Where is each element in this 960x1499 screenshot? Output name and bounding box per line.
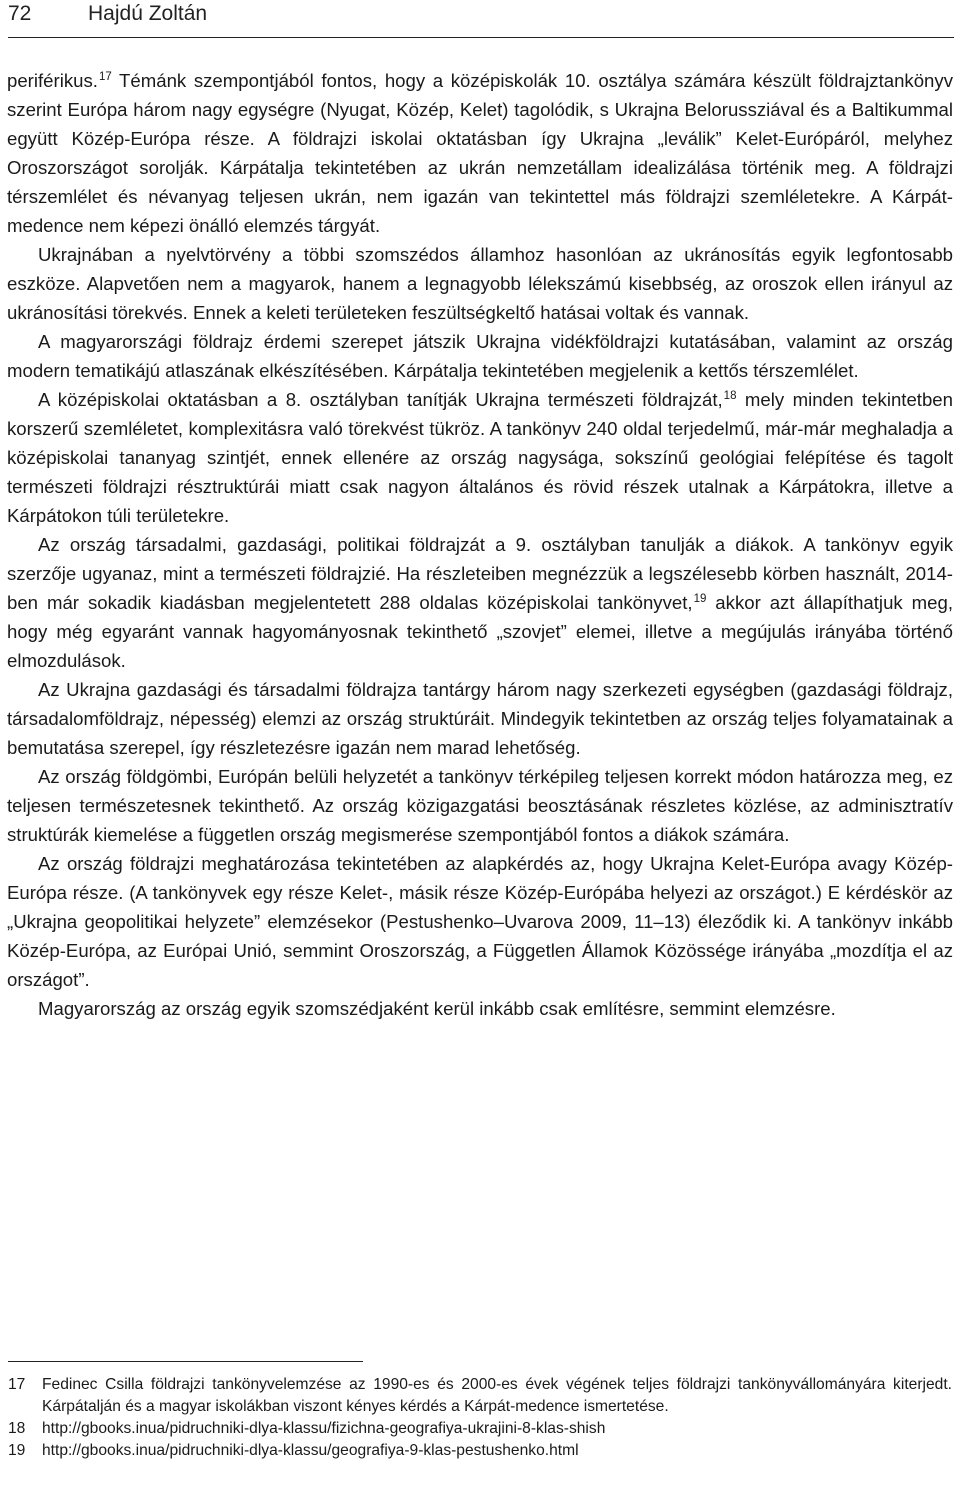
paragraph: Az ország földrajzi meghatározása tekintetében az alapkérdés az, hogy Ukrajna Kelet-Európa avagy Közép-Európa része. (A tankönyvek egy része Kelet-, másik része Közép-Európába helyezi az országot.) E kérdéskör az „Ukrajna geopolitikai helyzete” elemzésekor (Pestushenko–Uvarova 2009, 11–13) éleződik ki. A tankönyv inkább Közép-Európa, az Európai Unió, semmint Oroszország, a Független Államok Közössége irányába „mozdítja el az országot”. <box>7 853 953 990</box>
footnote-ref: 19 <box>693 593 707 605</box>
paragraph <box>7 530 953 675</box>
footnote <box>8 1418 952 1440</box>
footnote-text: Fedinec Csilla földrajzi tankönyvelemzése az 1990-es és 2000-es évek végének teljes földrajzi tankönyvállományára kiterjedt. Kárpátalján és a magyar iskolákban viszont kényes kérdés a Kárpát-medence ismertetése. <box>42 1376 952 1415</box>
running-head <box>8 0 207 28</box>
footnote-link[interactable]: http://gbooks.inua/pidruchniki-dlya-klassu/fizichna-geografiya-ukrajini-8-klas-shish <box>42 1420 606 1437</box>
footnote-number: 17 <box>8 1376 26 1393</box>
text-run: Témánk szempontjából fontos, hogy a középiskolák 10. osztálya számára készült földrajztankönyv szerint Európa három nagy egységre (Nyugat, Közép, Kelet) tagolódik, s Ukrajna Belorussziával és a Baltikummal együtt Közép-Európa része. A földrajzi iskolai oktatásban így Ukrajna „leválik” Kelet-Európáról, melyhez Oroszországot sorolják. Kárpátalja tekintetében az ukrán nemzetállam idealizálása történik meg. A földrajzi térszemlélet és névanyag teljesen ukrán, nem igazán van tekintettel más földrajzi szemléletekre. A Kárpát-medence nem képezi önálló elemzés tárgyát. <box>7 70 953 236</box>
footnote-rule <box>8 1361 363 1362</box>
body-text <box>7 66 953 1023</box>
text-run: periférikus. <box>7 70 98 91</box>
text-run: Az ország társadalmi, gazdasági, politikai földrajzát a 9. osztályban tanulják a diákok. A tankönyv egyik szerzője ugyanaz, mint a természeti földrajzié. Ha részleteiben megnézzük a legszélesebb körben használt, 2014-ben már sokadik kiadásban megjelentetett 288 oldalas középiskolai tankönyvet, <box>7 534 953 613</box>
paragraph: Ukrajnában a nyelvtörvény a többi szomszédos államhoz hasonlóan az ukránosítás egyik legfontosabb eszköze. Alapvetően nem a magyarok, hanem a legnagyobb lélekszámú kisebbség, az oroszok ellen irányul az ukránosítási törekvés. Ennek a keleti területeken feszültségkeltő hatásai voltak és vannak. <box>7 244 953 323</box>
paragraph: Az ország földgömbi, Európán belüli helyzetét a tankönyv térképileg teljesen korrekt módon határozza meg, ez teljesen természetesnek tekinthető. Az ország közigazgatási beosztásának részletes közlése, az adminisztratív struktúrák kiemelése a független ország megismerése szempontjából fontos a diákok számára. <box>7 766 953 845</box>
footnote-ref: 17 <box>98 71 112 83</box>
paragraph <box>7 66 953 240</box>
paragraph: Magyarország az ország egyik szomszédjaként kerül inkább csak említésre, semmint elemzésre. <box>38 998 836 1019</box>
text-run: A középiskolai oktatásban a 8. osztályban tanítják Ukrajna természeti földrajzát, <box>38 389 723 410</box>
footnotes <box>8 1374 952 1462</box>
footnote-ref: 18 <box>723 390 737 402</box>
running-head-author: Hajdú Zoltán <box>88 2 208 25</box>
header-rule <box>8 37 954 38</box>
text-run: akkor azt állapíthatjuk meg, hogy még egyaránt vannak hagyományosnak tekinthető „szovjet” elemei, illetve a megújulás irányába történő elmozdulások. <box>7 592 953 671</box>
paragraph: A magyarországi földrajz érdemi szerepet játszik Ukrajna vidékföldrajzi kutatásában, valamint az ország modern tematikájú atlaszának elkészítésében. Kárpátalja tekintetében megjelenik a kettős térszemlélet. <box>7 331 953 381</box>
text-run: mely minden tekintetben korszerű szemléletet, komplexitásra való törekvést tükröz. A tankönyv 240 oldal terjedelmű, már-már meghaladja a középiskolai tananyag szintjét, ennek ellenére az ország nagysága, sokszínű geológiai felépítése és tagolt természeti földrajzi résztruktúrái miatt csak nagyon általános és rövid részek utalnak a Kárpátokra, illetve a Kárpátokon túli területekre. <box>7 389 953 526</box>
page-number: 72 <box>8 2 32 25</box>
paragraph: Az Ukrajna gazdasági és társadalmi földrajza tantárgy három nagy szerkezeti egységben (gazdasági földrajz, társadalomföldrajz, népesség) elemzi az ország struktúráit. Mindegyik tekintetben az ország teljes folyamatainak a bemutatása szerepel, így részletezésre igazán nem marad lehetőség. <box>7 679 953 758</box>
footnote <box>8 1440 952 1462</box>
footnote-number: 18 <box>8 1420 26 1437</box>
paragraph <box>7 385 953 530</box>
footnote <box>8 1374 952 1418</box>
footnote-link[interactable]: http://gbooks.inua/pidruchniki-dlya-klassu/geografiya-9-klas-pestushenko.html <box>42 1442 579 1459</box>
footnote-number: 19 <box>8 1442 26 1459</box>
